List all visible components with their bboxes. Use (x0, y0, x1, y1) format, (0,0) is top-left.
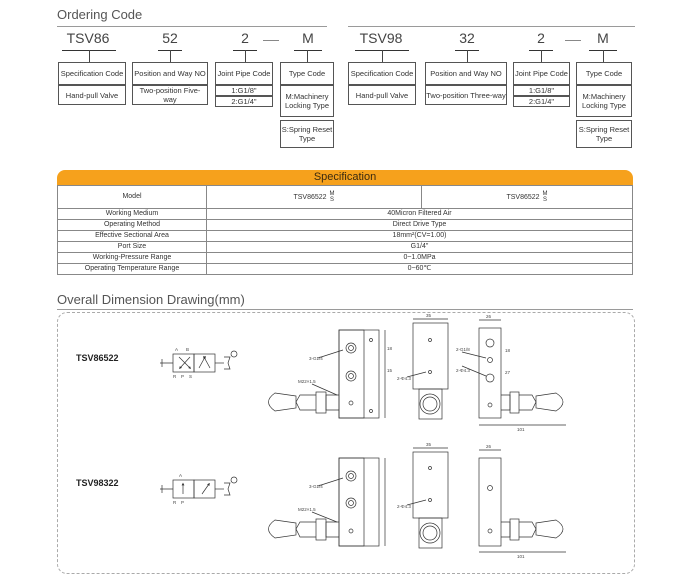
spec-code-box: Specification Code (58, 62, 126, 85)
valve-symbol-2 (160, 477, 237, 498)
joint-option: 1:G1/8" (215, 85, 273, 96)
dim-label: 3-G1/4 (309, 484, 323, 489)
row-label: Working-Pressure Range (58, 253, 207, 264)
row-label: Operating Temperature Range (58, 264, 207, 275)
code-joint: 2 (241, 30, 249, 46)
type-option: S:Spring Reset Type (576, 120, 632, 148)
type-option: S:Spring Reset Type (280, 120, 334, 148)
dim-label: 101 (517, 554, 525, 559)
dim-label: 2-G1/8 (456, 347, 470, 352)
code-model: TSV98 (359, 30, 403, 46)
position-value-box: Two-position Three-way (425, 85, 507, 105)
dim-label: 35 (426, 313, 432, 318)
spec-value-box: Hand-pull Valve (348, 85, 416, 105)
right-view-2 (479, 450, 566, 552)
dim-label: 18 (387, 346, 393, 351)
model-label: Model (58, 186, 207, 209)
front-view-1 (269, 330, 386, 418)
port-s: S (189, 374, 193, 379)
port-p: P (181, 374, 185, 379)
row-label: Effective Sectional Area (58, 231, 207, 242)
joint-code-box: Joint Pipe Code (513, 62, 570, 85)
model-label-1: TSV86522 (76, 353, 119, 363)
dim-label: 18 (505, 348, 511, 353)
code-position: 32 (459, 30, 475, 46)
side-view-2 (407, 448, 448, 548)
type-option: M:Machinery Locking Type (280, 85, 334, 117)
code-joint: 2 (537, 30, 545, 46)
joint-option: 1:G1/8" (513, 85, 570, 96)
port-r: R (173, 500, 177, 505)
type-code-box: Type Code (576, 62, 632, 85)
dim-label: 26 (486, 444, 492, 449)
row-value: 18mm²(CV=1.00) (207, 231, 633, 242)
model-label-2: TSV98322 (76, 478, 119, 488)
row-value: 0~1.0MPa (207, 253, 633, 264)
variant-s: S (543, 197, 548, 203)
dim-label: 101 (517, 427, 525, 432)
position-value-box: Two-position Five-way (132, 85, 208, 105)
side-view-1 (407, 319, 448, 419)
dim-label: M22×1.5 (298, 379, 316, 384)
specification-header: Specification (57, 170, 633, 185)
dim-label: 15 (387, 368, 393, 373)
port-a: A (175, 347, 179, 352)
code-type: M (597, 30, 609, 46)
port-a: A (179, 473, 183, 478)
port-p: P (181, 500, 185, 505)
dim-label: 2-Φ4.3 (456, 368, 470, 373)
spec-code-box: Specification Code (348, 62, 416, 85)
variant-m: M (542, 191, 548, 197)
joint-option: 2:G1/4" (215, 96, 273, 107)
model-left: TSV86522 (293, 193, 327, 201)
drawing-title: Overall Dimension Drawing(mm) (57, 292, 245, 307)
valve-symbol-1 (160, 351, 237, 372)
row-value: G1/4" (207, 242, 633, 253)
row-value: 0~60℃ (207, 264, 633, 275)
row-label: Working Medium (58, 209, 207, 220)
row-label: Operating Method (58, 220, 207, 231)
type-code-box: Type Code (280, 62, 334, 85)
row-label: Port Size (58, 242, 207, 253)
type-option: M:Machinery Locking Type (576, 85, 632, 117)
code-type: M (302, 30, 314, 46)
dim-label: 35 (426, 442, 432, 447)
dim-label: 3-G1/4 (309, 356, 323, 361)
code-model: TSV86 (66, 30, 110, 46)
dim-label: M22×1.5 (298, 507, 316, 512)
dim-label: 26 (486, 314, 492, 319)
dim-label: 2-Φ4.3 (397, 504, 411, 509)
position-code-box: Position and Way NO (132, 62, 208, 85)
variant-s: S (330, 197, 335, 203)
joint-code-box: Joint Pipe Code (215, 62, 273, 85)
code-position: 52 (162, 30, 178, 46)
dim-label: 27 (505, 370, 511, 375)
position-code-box: Position and Way NO (425, 62, 507, 85)
port-b: B (186, 347, 190, 352)
right-view-1 (462, 320, 566, 425)
variant-m: M (329, 191, 335, 197)
ordering-code-title: Ordering Code (57, 7, 143, 22)
port-r: R (173, 374, 177, 379)
row-value: 40Micron Filtered Air (207, 209, 633, 220)
spec-value-box: Hand-pull Valve (58, 85, 126, 105)
dim-label: 2-Φ4.3 (397, 376, 411, 381)
model-right: TSV86522 (506, 193, 540, 201)
front-view-2 (269, 458, 386, 546)
row-value: Direct Drive Type (207, 220, 633, 231)
joint-option: 2:G1/4" (513, 96, 570, 107)
